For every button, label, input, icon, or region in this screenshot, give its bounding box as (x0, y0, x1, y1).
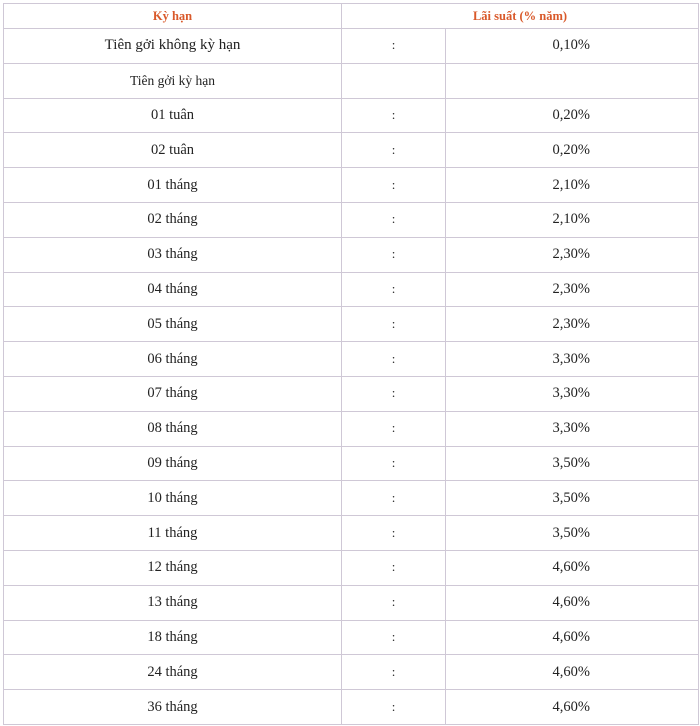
rate-value: 2,30% (446, 237, 699, 272)
table-row (4, 655, 699, 690)
table-row (4, 516, 699, 551)
separator: : (342, 516, 446, 551)
table-row (4, 202, 699, 237)
table-row (4, 376, 699, 411)
table-row (4, 550, 699, 585)
table-row-no-term (4, 29, 699, 64)
rate-empty (446, 63, 699, 98)
term-label: 02 tháng (4, 202, 342, 237)
rate-value: 4,60% (446, 690, 699, 725)
separator-empty (342, 63, 446, 98)
separator: : (342, 690, 446, 725)
separator: : (342, 481, 446, 516)
table-row (4, 585, 699, 620)
rate-value: 4,60% (446, 620, 699, 655)
term-label: 08 tháng (4, 411, 342, 446)
table-row (4, 620, 699, 655)
rate-value: 0,20% (446, 133, 699, 168)
term-label: 07 tháng (4, 376, 342, 411)
table-header-row (4, 4, 699, 29)
rate-value: 3,30% (446, 411, 699, 446)
rate-value: 3,50% (446, 446, 699, 481)
separator: : (342, 133, 446, 168)
separator: : (342, 342, 446, 377)
table-row (4, 446, 699, 481)
separator: : (342, 446, 446, 481)
term-label: 06 tháng (4, 342, 342, 377)
table-row (4, 342, 699, 377)
separator: : (342, 376, 446, 411)
term-label: 01 tháng (4, 168, 342, 203)
rate-value: 3,30% (446, 342, 699, 377)
separator: : (342, 272, 446, 307)
rate-value: 3,30% (446, 376, 699, 411)
group-label: Tiên gởi kỳ hạn (4, 63, 342, 98)
term-label: 36 tháng (4, 690, 342, 725)
table-row (4, 411, 699, 446)
term-label: 24 tháng (4, 655, 342, 690)
interest-rate-table (3, 3, 699, 725)
separator: : (342, 307, 446, 342)
table-row (4, 272, 699, 307)
table-row (4, 237, 699, 272)
rate-value: 2,10% (446, 168, 699, 203)
rate-value: 0,20% (446, 98, 699, 133)
term-label: 18 tháng (4, 620, 342, 655)
rate-value: 0,10% (446, 29, 699, 64)
term-label: 10 tháng (4, 481, 342, 516)
separator: : (342, 237, 446, 272)
term-label: 11 tháng (4, 516, 342, 551)
table-row-group-label (4, 63, 699, 98)
rate-value: 3,50% (446, 516, 699, 551)
rate-value: 2,10% (446, 202, 699, 237)
term-label: 03 tháng (4, 237, 342, 272)
table-row (4, 690, 699, 725)
table-row (4, 481, 699, 516)
separator: : (342, 98, 446, 133)
separator: : (342, 550, 446, 585)
term-label: 09 tháng (4, 446, 342, 481)
table-row (4, 168, 699, 203)
separator: : (342, 168, 446, 203)
table-row (4, 133, 699, 168)
separator: : (342, 202, 446, 237)
term-label: 04 tháng (4, 272, 342, 307)
separator: : (342, 585, 446, 620)
header-rate: Lãi suất (% năm) (342, 4, 699, 29)
term-label: 02 tuân (4, 133, 342, 168)
separator: : (342, 411, 446, 446)
term-label: 13 tháng (4, 585, 342, 620)
term-label: Tiên gởi không kỳ hạn (4, 29, 342, 64)
term-label: 12 tháng (4, 550, 342, 585)
term-label: 01 tuân (4, 98, 342, 133)
rate-value: 4,60% (446, 655, 699, 690)
rate-value: 2,30% (446, 272, 699, 307)
rate-value: 3,50% (446, 481, 699, 516)
header-term: Kỳ hạn (4, 4, 342, 29)
term-label: 05 tháng (4, 307, 342, 342)
rate-value: 4,60% (446, 550, 699, 585)
table-row (4, 98, 699, 133)
separator: : (342, 620, 446, 655)
separator: : (342, 655, 446, 690)
rate-value: 2,30% (446, 307, 699, 342)
rate-value: 4,60% (446, 585, 699, 620)
separator: : (342, 29, 446, 64)
table-row (4, 307, 699, 342)
